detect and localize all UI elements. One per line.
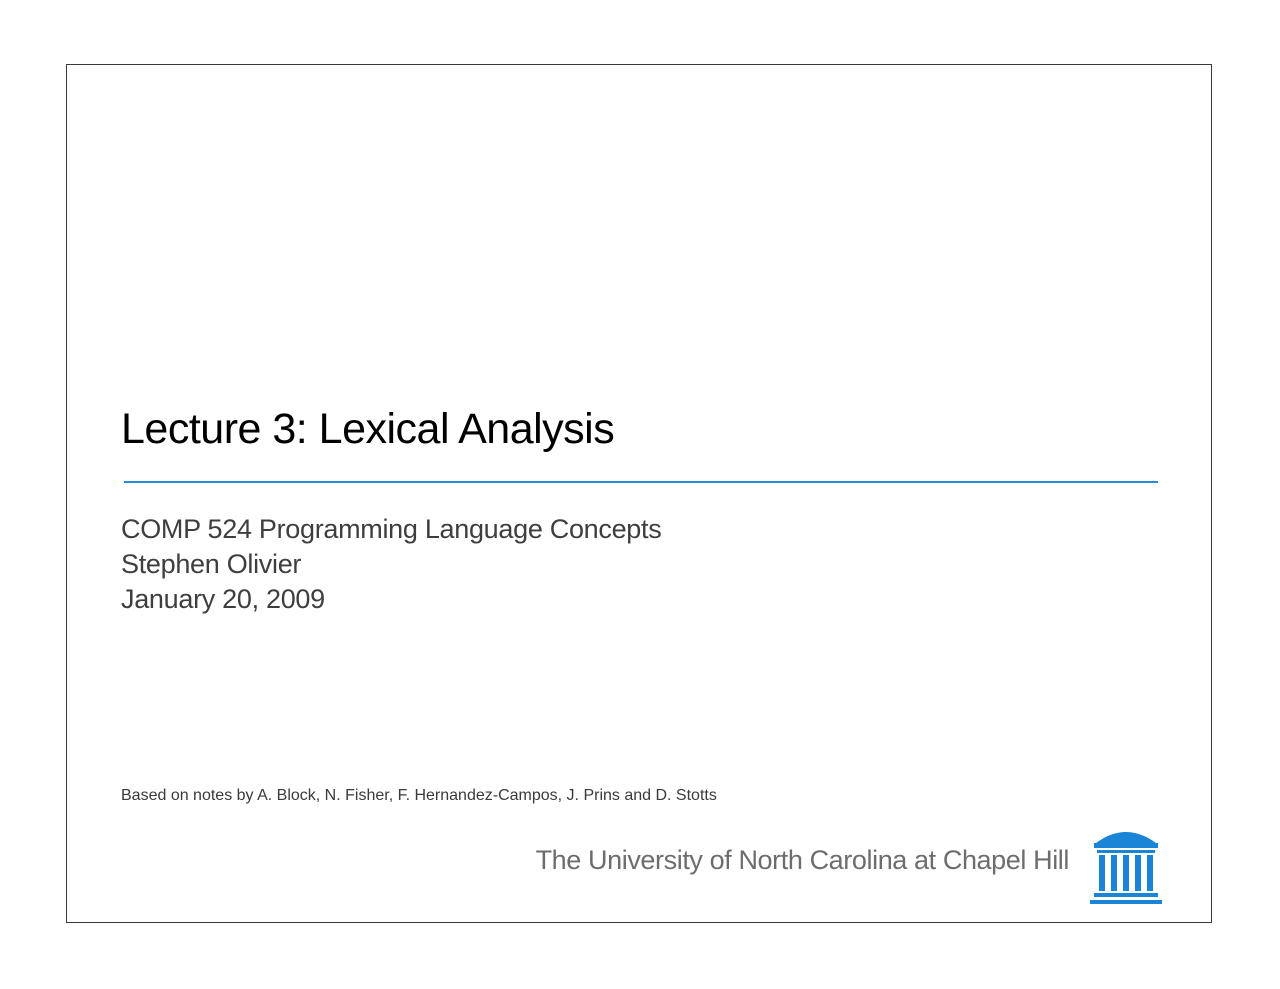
lecture-date: January 20, 2009 — [121, 584, 325, 614]
university-name: The University of North Carolina at Chapel Hill — [535, 845, 1069, 875]
course-name: COMP 524 Programming Language Concepts — [121, 514, 662, 544]
slide-title: Lecture 3: Lexical Analysis — [121, 405, 615, 453]
credits-note: Based on notes by A. Block, N. Fisher, F. Hernandez-Campos, J. Prins and D. Stotts — [121, 787, 717, 804]
old-well-icon — [1088, 827, 1164, 905]
slide-frame — [66, 64, 1212, 923]
title-divider — [124, 481, 1158, 483]
author-name: Stephen Olivier — [121, 549, 302, 579]
subtitle-block — [121, 512, 661, 617]
